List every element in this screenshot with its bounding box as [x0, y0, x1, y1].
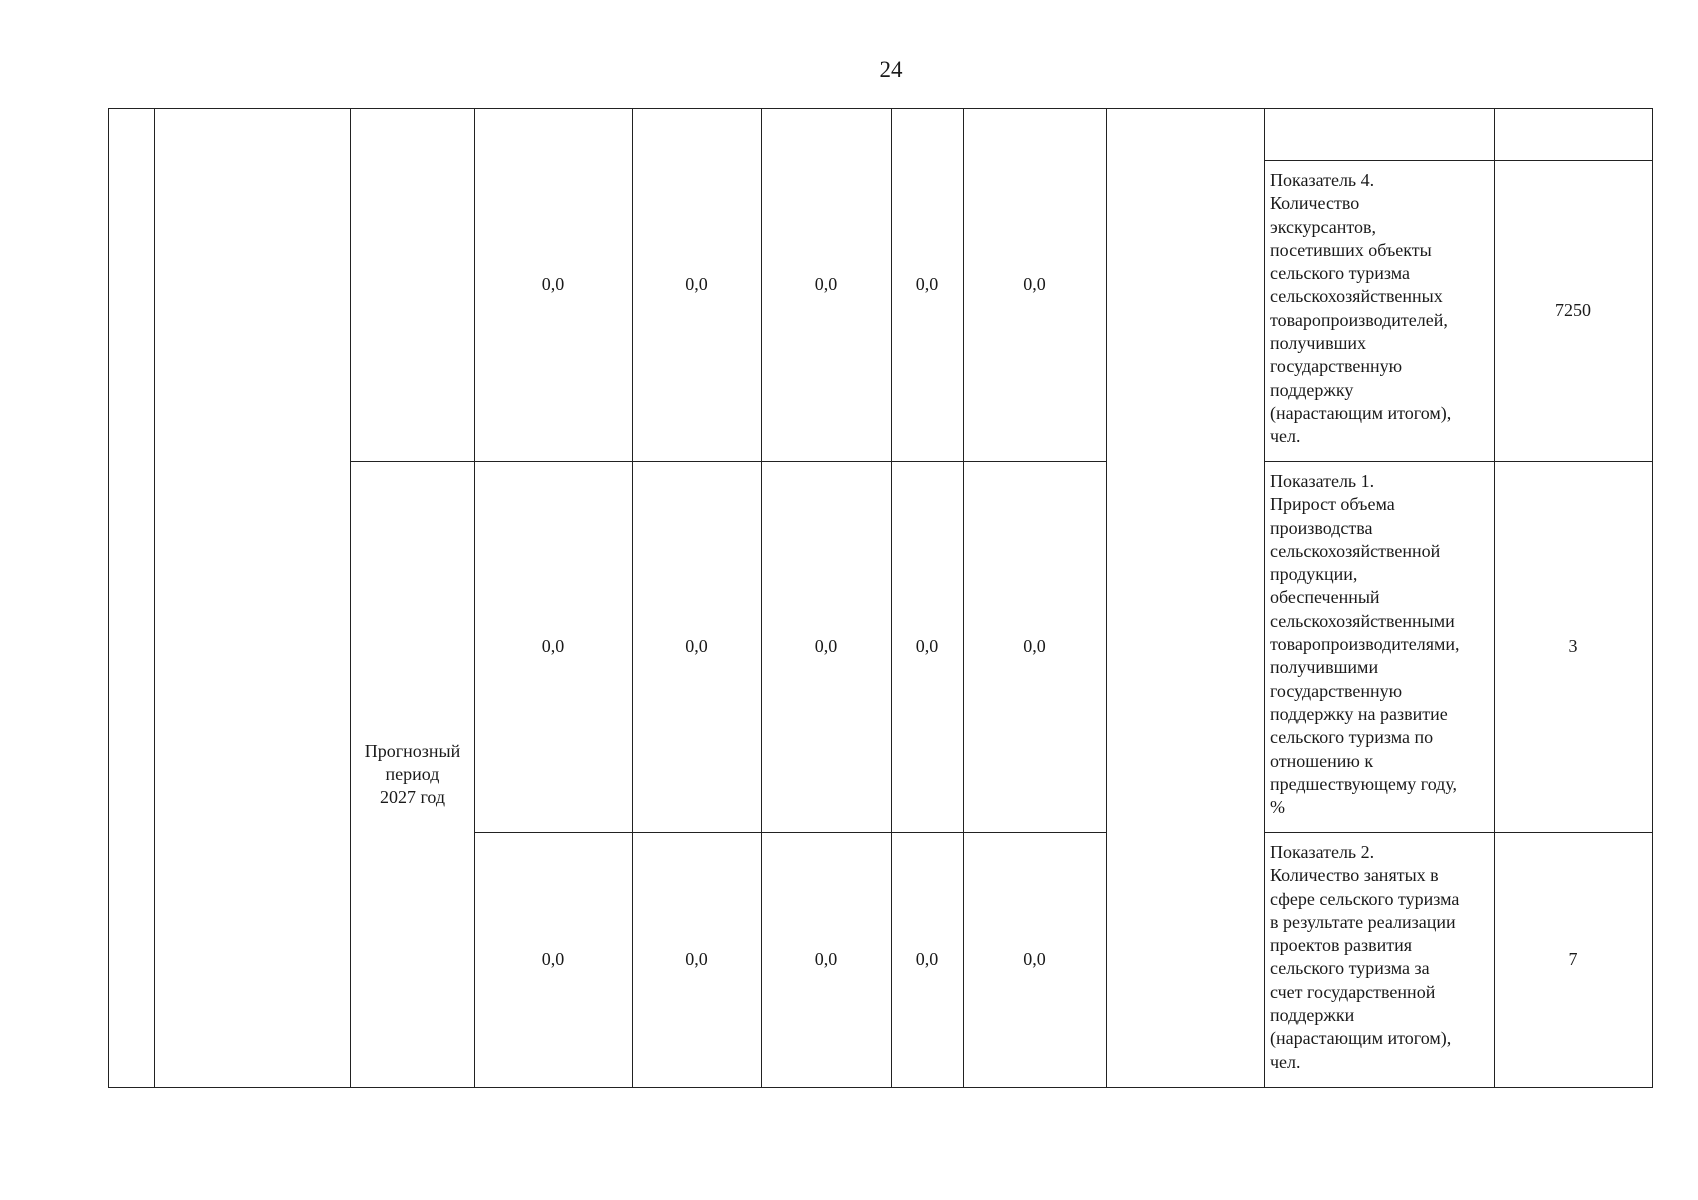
indicator-text: Показатель 1. Прирост объема производства сельскохозяйственной продукции, обеспеченный сельскохозяйственными товаропроизводителями, получившими государственную поддержку на развитие сельского туризма по отношению к предшествующему году, % — [1270, 471, 1460, 818]
data-table — [108, 108, 1653, 1087]
value-cell: 0,0 — [685, 636, 708, 656]
page-number: 24 — [879, 57, 903, 82]
period-label: Прогнозный период 2027 год — [364, 741, 461, 807]
value-cell: 0,0 — [685, 274, 708, 294]
value-cell: 0,0 — [1023, 274, 1046, 294]
column-divider — [1106, 108, 1107, 1088]
value-cell: 0,0 — [814, 949, 838, 969]
column-divider — [154, 108, 155, 1088]
value-cell: 0,0 — [1023, 636, 1046, 656]
value-cell: 0,0 — [915, 274, 939, 294]
value-cell: 0,0 — [814, 636, 838, 656]
value-cell: 0,0 — [915, 636, 939, 656]
column-divider — [1652, 108, 1653, 1088]
value-cell: 0,0 — [814, 274, 838, 294]
target-value: 7250 — [1555, 300, 1591, 320]
column-divider — [108, 108, 109, 1088]
column-divider — [1264, 108, 1265, 1088]
value-cell: 0,0 — [541, 636, 565, 656]
value-cell: 0,0 — [685, 949, 708, 969]
indicator-text: Показатель 4. Количество экскурсантов, посетивших объекты сельского туризма сельскохозяйственных товаропроизводителей, получивших государственную поддержку (нарастающим итогом), чел. — [1270, 170, 1452, 447]
indicator-text: Показатель 2. Количество занятых в сфере сельского туризма в результате реализации проектов развития сельского туризма за счет государственной поддержки (нарастающим итогом), чел. — [1270, 842, 1460, 1072]
value-cell: 0,0 — [915, 949, 939, 969]
target-value: 3 — [1568, 636, 1578, 656]
target-value: 7 — [1568, 949, 1578, 969]
value-cell: 0,0 — [1023, 949, 1046, 969]
table-bottom-border — [108, 1087, 1653, 1088]
value-cell: 0,0 — [541, 949, 565, 969]
value-cell: 0,0 — [541, 274, 565, 294]
